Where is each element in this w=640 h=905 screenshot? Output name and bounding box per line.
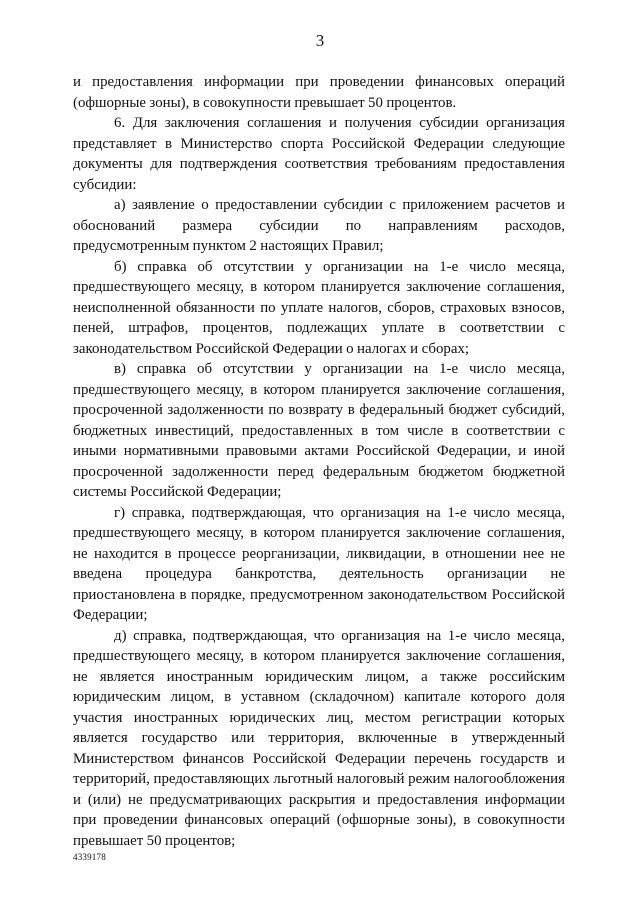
paragraph-item-a: а) заявление о предоставлении субсидии с приложением расчетов и обоснований размера субсидии по направлениям расходов, предусмотренным пунктом 2 настоящих Правил;	[73, 197, 565, 254]
paragraph-continuation: и предоставления информации при проведении финансовых операций (офшорные зоны), в совокупности превышает 50 процентов.	[73, 74, 565, 111]
paragraph-item-b: б) справка об отсутствии у организации на 1-е число месяца, предшествующего месяцу, в котором планируется заключение соглашения, неисполненной обязанности по уплате налогов, сборов, страховых взносов, пеней, штрафов, процентов, подлежащих уплате в соответствии с законодательством Российской Федерации о налогах и сборах;	[73, 258, 565, 357]
paragraph-item-v: в) справка об отсутствии у организации на 1-е число месяца, предшествующего месяцу, в котором планируется заключение соглашения, просроченной задолженности по возврату в федеральный бюджет субсидий, бюджетных инвестиций, предоставленных в том числе в соответствии с иными нормативными правовыми актами Российской Федерации, и иной просроченной задолженности перед федеральным бюджетом бюджетной системы Российской Федерации;	[73, 361, 565, 500]
paragraph-item-d: д) справка, подтверждающая, что организация на 1-е число месяца, предшествующего месяцу, в котором планируется заключение соглашения, не является иностранным юридическим лицом, а также российским юридическим лицом, в уставном (складочном) капитале которого доля участия иностранных юридических лиц, местом регистрации которых является государство или территория, включенные в утвержденный Министерством финансов Российской Федерации перечень государств и территорий, предоставляющих льготный налоговый режим налогообложения и (или) не предусматривающих раскрытия и предоставления информации при проведении финансовых операций (офшорные зоны), в совокупности превышает 50 процентов;	[73, 627, 565, 849]
page-number: 3	[315, 31, 325, 50]
document-body	[73, 72, 565, 851]
document-id: 4339178	[73, 852, 106, 862]
paragraph-item-g: г) справка, подтверждающая, что организация на 1-е число месяца, предшествующего месяцу, в котором планируется заключение соглашения, не находится в процессе реорганизации, ликвидации, в отношении нее не введена процедура банкротства, деятельность организации не приостановлена в порядке, предусмотренном законодательством Российской Федерации;	[73, 504, 565, 623]
paragraph-item-6: 6. Для заключения соглашения и получения субсидии организация представляет в Министерство спорта Российской Федерации следующие документы для подтверждения соответствия требованиям предоставления субсидии:	[73, 115, 565, 193]
